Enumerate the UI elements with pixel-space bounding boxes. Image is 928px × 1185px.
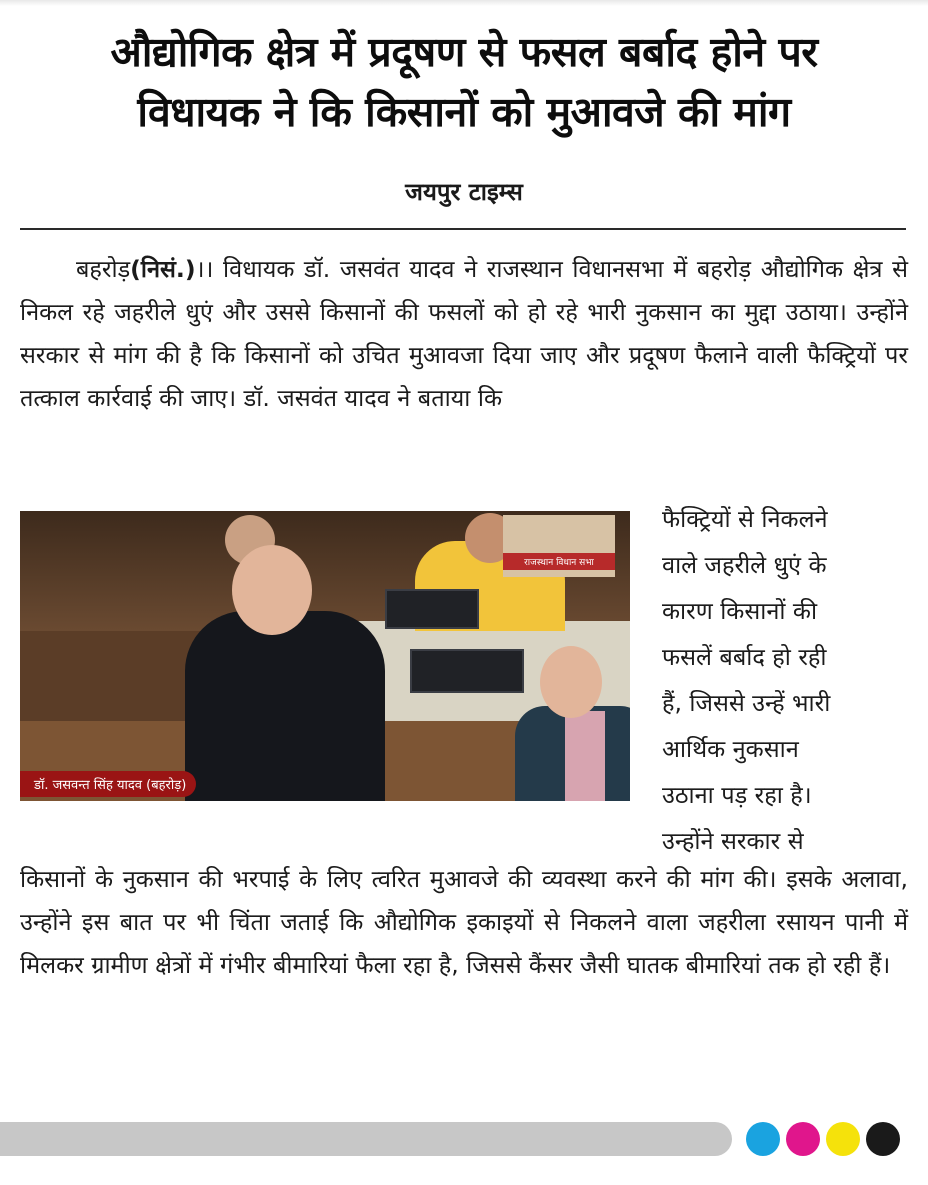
magenta-dot (786, 1122, 820, 1156)
photo-speaker-head (232, 545, 312, 635)
side-line: हैं, जिससे उन्हें भारी (662, 689, 831, 717)
dateline-place: बहरोड़ (76, 255, 131, 283)
article-paragraph-3: किसानों के नुकसान की भरपाई के लिए त्वरित मुआवजे की व्यवस्था करने की मांग की। इसके अलावा, उन्होंने इस बात पर भी चिंता जताई कि औद्योगिक इकाइयों से निकलने वाला जहरीला रसायन पानी में मिलकर ग्रामीण क्षेत्रों में गंभीर बीमारियां फैला रहा है, जिससे कैंसर जैसी घातक बीमारियां तक हो रही हैं। (20, 865, 908, 979)
footer-bar (0, 1122, 732, 1156)
side-line: फसलें बर्बाद हो रही (662, 643, 827, 671)
byline: जयपुर टाइम्स (405, 178, 523, 206)
black-dot (866, 1122, 900, 1156)
side-line: उन्होंने सरकार से (662, 827, 804, 855)
cmyk-marks (746, 1122, 900, 1156)
headline-line-1: औद्योगिक क्षेत्र में प्रदूषण से फसल बर्बाद होने पर (110, 28, 818, 76)
headline-line-2: विधायक ने कि किसानों को मुआवजे की मांग (137, 88, 791, 136)
photo-head-sitting (540, 646, 602, 718)
side-line: आर्थिक नुकसान (662, 735, 799, 763)
yellow-dot (826, 1122, 860, 1156)
article-photo (20, 511, 630, 801)
photo-monitor-1 (385, 589, 479, 629)
side-line: उठाना पड़ रहा है। (662, 781, 812, 809)
side-line: वाले जहरीले धुएं के (662, 551, 827, 579)
article-paragraph-1 (20, 248, 908, 420)
photo-caption: डॉ. जसवन्त सिंह यादव (बहरोड़) (20, 771, 196, 797)
divider (20, 228, 906, 230)
photo-monitor-2 (410, 649, 524, 693)
paragraph-1-text: ।। विधायक डॉ. जसवंत यादव ने राजस्थान विधानसभा में बहरोड़ औद्योगिक क्षेत्र से निकल रहे जहरीले धुएं और उससे किसानों की फसलों को हो रहे भारी नुकसान का मुद्दा उठाया। उन्होंने सरकार से मांग की है कि किसानों को उचित मुआवजा दिया जाए और प्रदूषण फैलाने वाली फैक्ट्रियों पर तत्काल कार्रवाई की जाए। डॉ. जसवंत यादव ने बताया कि (20, 255, 908, 412)
cyan-dot (746, 1122, 780, 1156)
headline (20, 22, 908, 142)
side-line: कारण किसानों की (662, 597, 818, 625)
top-strip (0, 0, 928, 6)
channel-logo: राजस्थान विधान सभा (503, 553, 615, 570)
side-column (662, 496, 908, 864)
photo-speaker-suit (185, 611, 385, 801)
photo-shirt (565, 711, 605, 801)
side-line: फैक्ट्रियों से निकलने (662, 505, 828, 533)
dateline-tag: (निसं.) (130, 255, 196, 283)
